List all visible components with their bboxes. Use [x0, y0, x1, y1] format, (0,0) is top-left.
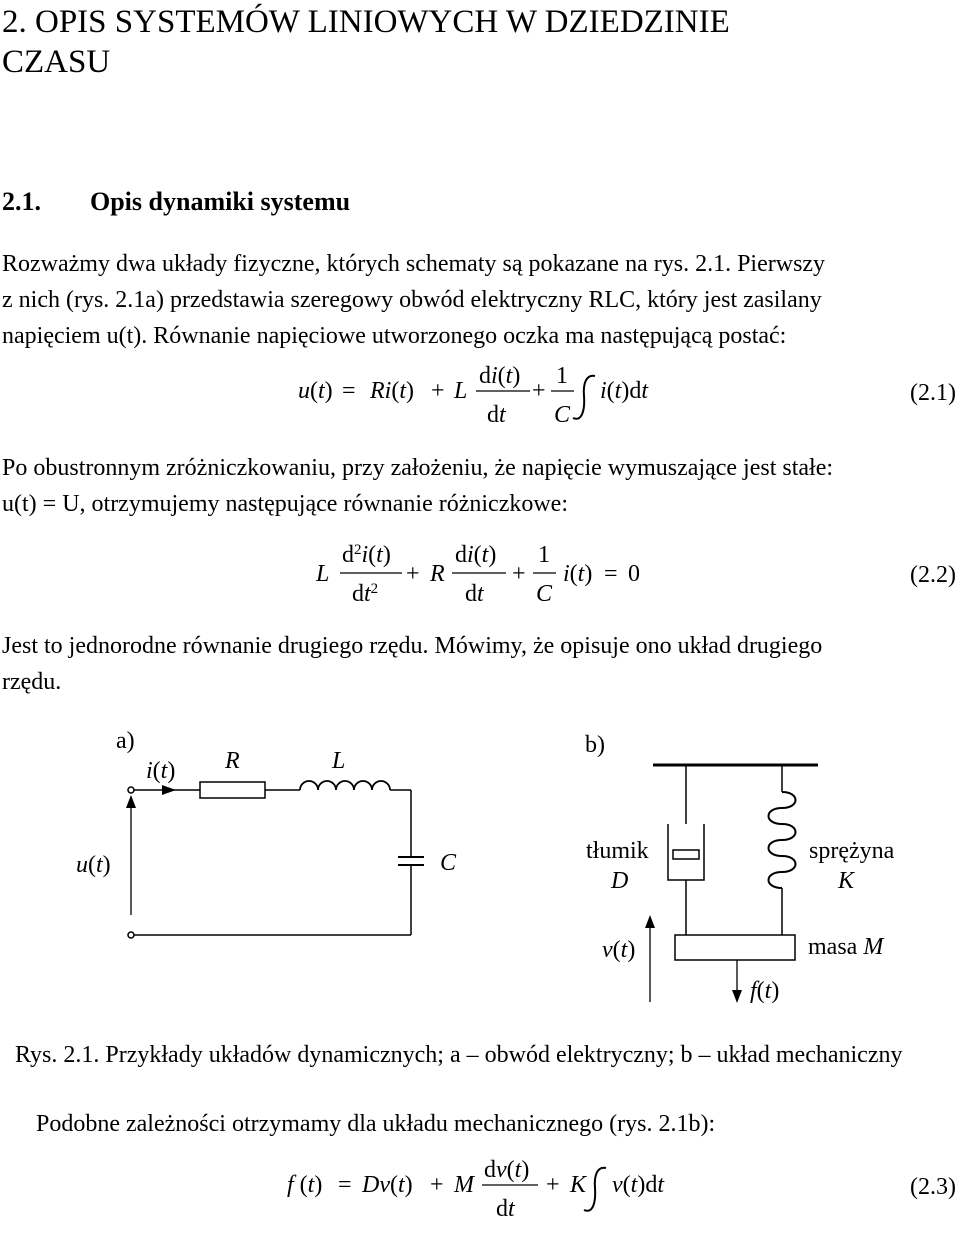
spring-label: sprężyna — [809, 838, 895, 864]
voltage-arrow-icon — [126, 795, 136, 808]
svg-text:=: = — [604, 561, 618, 587]
svg-text:+: + — [512, 561, 526, 587]
chapter-title-line-1: 2. OPIS SYSTEMÓW LINIOWYCH W DZIEDZINIE — [2, 4, 730, 40]
equation-2-3-number: (2.3) — [910, 1174, 956, 1200]
velocity-arrow-icon — [645, 915, 655, 928]
force-label: f(t) — [750, 978, 780, 1004]
voltage-label: u(t) — [76, 852, 111, 878]
equation-2-3 — [0, 1154, 960, 1234]
capacitor-label: C — [440, 850, 457, 876]
svg-text:u(t): u(t) — [298, 378, 333, 404]
resistor-label: R — [225, 748, 240, 774]
svg-text:Dv(t): Dv(t) — [362, 1172, 413, 1198]
force-arrow-icon — [732, 990, 742, 1003]
svg-text:1: 1 — [556, 363, 568, 389]
paragraph-differentiation-line-2: u(t) = U, otrzymujemy następujące równanie różniczkowe: — [2, 491, 568, 517]
svg-text:di(t): di(t) — [455, 542, 497, 568]
svg-text:L: L — [454, 378, 468, 404]
svg-text:dv(t): dv(t) — [484, 1157, 530, 1183]
paragraph-second-order — [2, 628, 822, 700]
svg-text:Ri(t): Ri(t) — [370, 378, 414, 404]
chapter-title — [2, 2, 730, 82]
svg-text:+: + — [406, 561, 420, 587]
svg-text:i(t): i(t) — [563, 561, 593, 587]
equation-2-2-formula — [0, 537, 880, 617]
svg-text:=: = — [342, 378, 356, 404]
svg-text:dt: dt — [496, 1196, 515, 1222]
paragraph-second-order-line-2: rzędu. — [2, 669, 62, 695]
equation-2-2 — [0, 537, 960, 617]
damper-label: tłumik — [586, 838, 649, 864]
svg-text:dt: dt — [487, 402, 506, 428]
panel-a-label: a) — [116, 730, 135, 754]
svg-text:0: 0 — [628, 561, 640, 587]
paragraph-intro-line-1: Rozważmy dwa układy fizyczne, których schematy są pokazane na rys. 2.1. Pierwszy — [2, 251, 826, 277]
svg-text:K: K — [570, 1172, 587, 1198]
svg-text:C: C — [554, 402, 571, 428]
chapter-title-line-2: CZASU — [2, 44, 111, 80]
bottom-terminal — [128, 932, 134, 938]
svg-text:f (t): f (t) — [287, 1172, 323, 1198]
figure-2-1-diagrams — [0, 730, 960, 1015]
paragraph-differentiation — [2, 450, 833, 522]
top-terminal — [128, 787, 134, 793]
equation-2-1-number: (2.1) — [910, 380, 956, 406]
paragraph-second-order-line-1: Jest to jednorodne równanie drugiego rzędu. Mówimy, że opisuje ono układ drugiego — [2, 633, 823, 659]
svg-text:+: + — [546, 1172, 560, 1198]
resistor-symbol — [200, 782, 265, 798]
svg-text:dt: dt — [465, 581, 484, 607]
spring-coil-symbol — [769, 792, 796, 888]
current-arrow-icon — [162, 785, 176, 795]
paragraph-mechanical-line-1: Podobne zależności otrzymamy dla układu mechanicznego (rys. 2.1b): — [36, 1111, 716, 1137]
rlc-circuit-diagram — [76, 730, 457, 938]
svg-text:=: = — [338, 1172, 352, 1198]
equation-2-2-number: (2.2) — [910, 562, 956, 588]
paragraph-mechanical — [36, 1106, 715, 1142]
mass-block — [675, 935, 795, 960]
paragraph-intro — [2, 246, 825, 354]
inductor-label: L — [332, 748, 346, 774]
section-number: 2.1. — [2, 187, 41, 216]
spring-symbol: K — [838, 868, 855, 894]
svg-text:L: L — [316, 561, 330, 587]
svg-text:1: 1 — [538, 542, 550, 568]
svg-text:di(t): di(t) — [479, 363, 521, 389]
inductor-coil-symbol — [300, 781, 390, 790]
paragraph-intro-line-3: napięciem u(t). Równanie napięciowe utworzonego oczka ma następującą postać: — [2, 323, 787, 349]
svg-text:C: C — [536, 581, 553, 607]
svg-text:+: + — [532, 378, 546, 404]
equation-2-1 — [0, 360, 960, 440]
svg-text:M: M — [454, 1172, 474, 1198]
mechanical-system-diagram — [585, 732, 895, 1004]
svg-text:dt2: $dt^2$ — [352, 581, 379, 607]
figure-caption: Rys. 2.1. Przykłady układów dynamicznych; a – obwód elektryczny; b – układ mechaniczny — [15, 1042, 903, 1068]
svg-text:v(t)dt: v(t)dt — [612, 1172, 664, 1198]
section-heading — [2, 187, 350, 217]
svg-text:d2i(t): $d^2i(t)$ — [342, 542, 391, 568]
equation-2-3-formula — [0, 1154, 880, 1222]
figure-2-1 — [0, 730, 960, 1015]
svg-text:i(t)dt: i(t)dt — [600, 378, 649, 404]
damper-piston — [673, 850, 699, 859]
paragraph-differentiation-line-1: Po obustronnym zróżniczkowaniu, przy założeniu, że napięcie wymuszające jest stałe: — [2, 455, 834, 481]
velocity-label: v(t) — [602, 937, 636, 963]
current-label: i(t) — [146, 758, 176, 784]
damper-symbol: D — [611, 868, 629, 894]
svg-text:+: + — [430, 1172, 444, 1198]
svg-text:+: + — [431, 378, 445, 404]
equation-2-1-formula — [0, 360, 880, 440]
mass-label: masa M — [808, 934, 884, 960]
panel-b-label: b) — [585, 732, 605, 758]
section-title: Opis dynamiki systemu — [90, 187, 351, 216]
paragraph-intro-line-2: z nich (rys. 2.1a) przedstawia szeregowy obwód elektryczny RLC, który jest zasilany — [2, 287, 822, 313]
svg-text:R: R — [430, 561, 445, 587]
